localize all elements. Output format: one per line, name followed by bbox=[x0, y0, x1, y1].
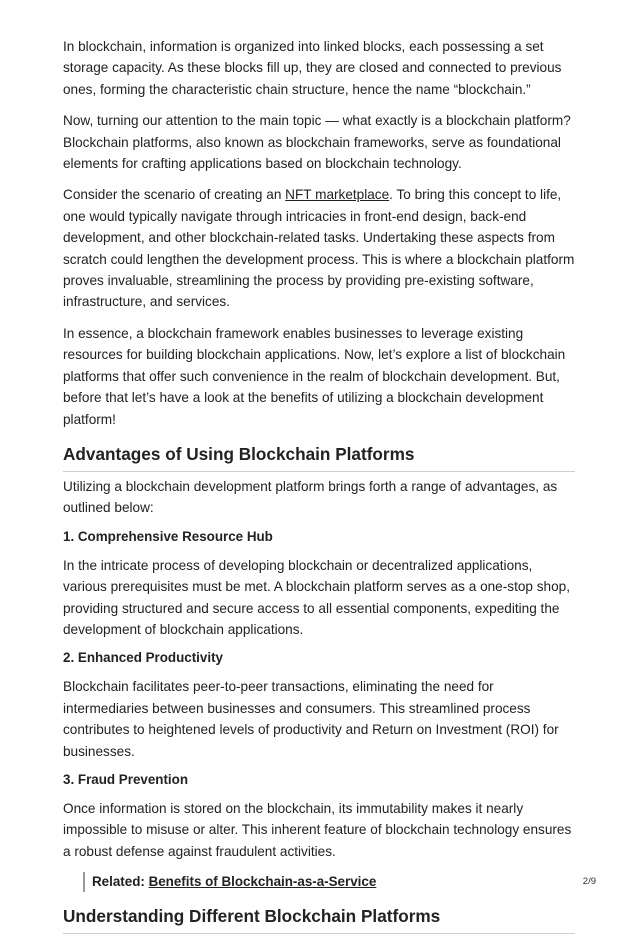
related-callout bbox=[83, 872, 575, 892]
paragraph-nft-scenario bbox=[63, 184, 575, 312]
paragraph-text-after-link: . To bring this concept to life, one would typically navigate through intricacies in front-end design, back-end development, and other blockchain-related tasks. Undertaking these aspects from scratch could lengthen the development process. This is where a blockchain platform proves invaluable, streamlining the process by providing pre-existing software, infrastructure, and services. bbox=[63, 187, 575, 310]
advantage-2-text: Blockchain facilitates peer-to-peer transactions, eliminating the need for intermediaries between businesses and consumers. This streamlined process contributes to heightened levels of productivity and Return on Investment (ROI) for businesses. bbox=[63, 679, 559, 759]
paragraph-essence: In essence, a blockchain framework enables businesses to leverage existing resources for building blockchain applications. Now, let’s explore a list of blockchain platforms that offer such convenience in the realm of blockchain development. But, before that let’s have a look at the benefits of utilizing a blockchain development platform! bbox=[63, 325, 566, 427]
paragraph-main-topic: Now, turning our attention to the main topic — what exactly is a blockchain platform? Blockchain platforms, also known as blockchain frameworks, serve as foundational elements for crafting applications based on blockchain technology. bbox=[63, 113, 571, 172]
advantage-2-title: 2. Enhanced Productivity bbox=[63, 650, 223, 666]
advantage-3-text: Once information is stored on the blockchain, its immutability makes it nearly impossible to misuse or alter. This inherent feature of blockchain technology ensures a robust defense against fraudulent activities. bbox=[63, 800, 572, 859]
related-link[interactable]: Benefits of Blockchain-as-a-Service bbox=[148, 874, 377, 890]
advantage-1-text: In the intricate process of developing blockchain or decentralized applications, various prerequisites must be met. A blockchain platform serves as a one-stop shop, providing structured and secure access to all essential components, expediting the development of blockchain applications. bbox=[63, 557, 570, 637]
advantage-1-title: 1. Comprehensive Resource Hub bbox=[63, 528, 273, 544]
advantages-heading: Advantages of Using Blockchain Platforms bbox=[63, 444, 575, 472]
nft-marketplace-link[interactable]: NFT marketplace bbox=[285, 187, 390, 203]
paragraph-text-before-link: Consider the scenario of creating an bbox=[63, 187, 286, 203]
advantages-lead: Utilizing a blockchain development platform brings forth a range of advantages, as outlined below: bbox=[63, 478, 558, 516]
advantage-3-title: 3. Fraud Prevention bbox=[63, 771, 189, 787]
understanding-heading: Understanding Different Blockchain Platforms bbox=[63, 906, 575, 934]
page-number: 2/9 bbox=[582, 876, 596, 887]
related-label: Related: bbox=[92, 874, 149, 890]
paragraph-blocks: In blockchain, information is organized into linked blocks, each possessing a set storage capacity. As these blocks fill up, they are closed and connected to previous ones, forming the characteristic chain structure, hence the name “blockchain.” bbox=[63, 39, 562, 97]
document-page bbox=[63, 36, 575, 938]
